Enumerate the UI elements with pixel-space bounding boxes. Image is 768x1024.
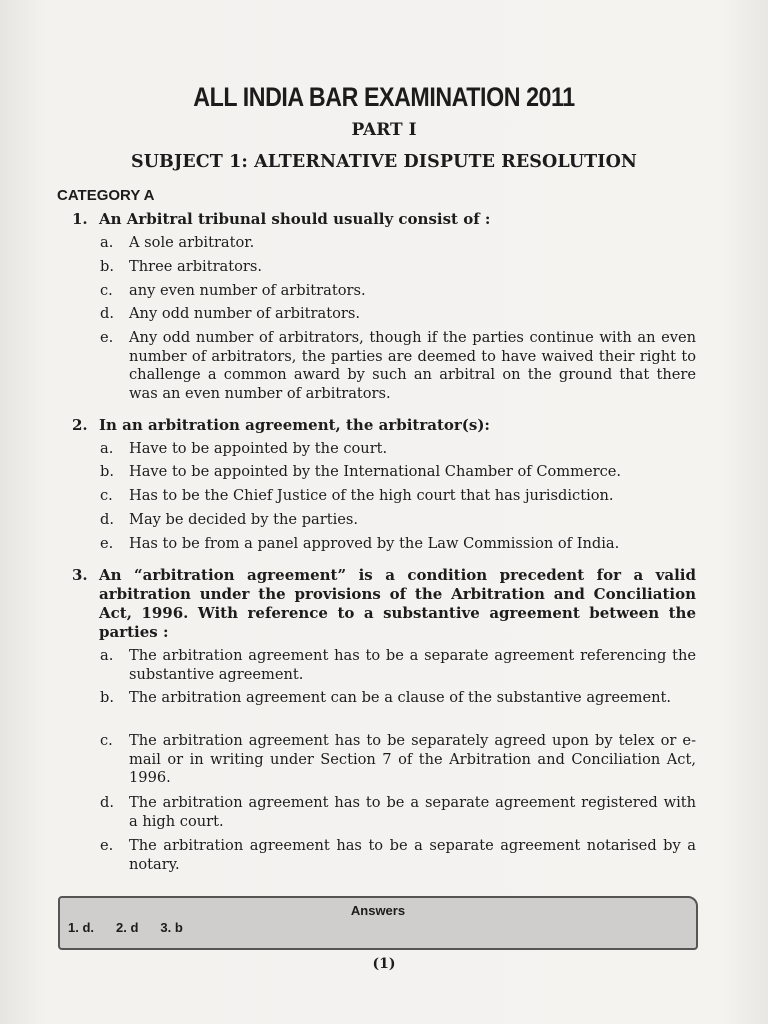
option-text: Three arbitrators. — [129, 258, 263, 275]
option-text: The arbitration agreement has to be a separate agreement notarised by a notary. — [129, 837, 696, 873]
option-text: Have to be appointed by the International Chamber of Commerce. — [129, 463, 622, 480]
option-letter: e. — [100, 837, 114, 854]
answer-item: 2. d — [116, 920, 139, 935]
option-2a — [100, 440, 696, 459]
option-text: The arbitration agreement has to be a separate agreement referencing the substantive agreement. — [129, 647, 696, 683]
answers-list — [68, 920, 183, 935]
question-3 — [72, 566, 696, 642]
option-letter: e. — [100, 535, 114, 552]
option-1c — [100, 282, 696, 301]
page-number: (1) — [372, 956, 396, 972]
part-heading: PART I — [351, 120, 417, 140]
option-text: any even number of arbitrators. — [129, 282, 366, 299]
option-letter: d. — [100, 794, 114, 811]
option-text: A sole arbitrator. — [129, 234, 255, 251]
option-text: Any odd number of arbitrators, though if the parties continue with an even number of arbitrators, the parties are deemed to have waived their right to challenge a common award by such an arbitral on the ground that there was an even number of arbitrators. — [129, 329, 696, 402]
option-2b — [100, 463, 696, 482]
option-1e — [100, 329, 696, 403]
option-3b — [100, 689, 696, 708]
option-1b — [100, 258, 696, 277]
question-text: An “arbitration agreement” is a condition precedent for a valid arbitration under the provisions of the Arbitration and Conciliation Act, 1996. With reference to a substantive agreement between the parties : — [99, 566, 696, 641]
question-text: An Arbitral tribunal should usually consist of : — [99, 210, 491, 228]
option-letter: c. — [100, 487, 113, 504]
category-heading: CATEGORY A — [57, 187, 155, 204]
option-text: The arbitration agreement has to be a separate agreement registered with a high court. — [129, 794, 696, 830]
option-letter: a. — [100, 647, 114, 664]
option-2c — [100, 487, 696, 506]
answers-heading: Answers — [350, 903, 406, 918]
option-text: Has to be from a panel approved by the Law Commission of India. — [129, 535, 620, 552]
question-text: In an arbitration agreement, the arbitrator(s): — [99, 416, 490, 434]
option-text: The arbitration agreement can be a clause of the substantive agreement. — [129, 689, 672, 706]
question-2 — [72, 416, 696, 435]
option-3d — [100, 794, 696, 831]
option-3a — [100, 647, 696, 684]
question-number: 1. — [72, 210, 88, 228]
option-text: May be decided by the parties. — [129, 511, 359, 528]
option-letter: a. — [100, 234, 114, 251]
option-letter: b. — [100, 689, 114, 706]
subject-heading: SUBJECT 1: ALTERNATIVE DISPUTE RESOLUTION — [130, 152, 638, 172]
option-letter: a. — [100, 440, 114, 457]
option-text: Has to be the Chief Justice of the high court that has jurisdiction. — [129, 487, 614, 504]
option-1a — [100, 234, 696, 253]
option-text: Have to be appointed by the court. — [129, 440, 388, 457]
option-3e — [100, 837, 696, 874]
question-number: 3. — [72, 566, 88, 584]
answer-item: 1. d. — [68, 920, 95, 935]
answer-item: 3. b — [160, 920, 183, 935]
option-text: The arbitration agreement has to be separately agreed upon by telex or e-mail or in writing under Section 7 of the Arbitration and Conciliation Act, 1996. — [129, 732, 696, 786]
option-2e — [100, 535, 696, 554]
option-letter: d. — [100, 511, 114, 528]
question-number: 2. — [72, 416, 88, 434]
option-letter: b. — [100, 258, 114, 275]
option-1d — [100, 305, 696, 324]
option-text: Any odd number of arbitrators. — [129, 305, 360, 322]
option-3c — [100, 732, 696, 788]
option-letter: c. — [100, 732, 113, 749]
option-letter: e. — [100, 329, 114, 346]
option-letter: d. — [100, 305, 114, 322]
answers-box — [58, 896, 698, 950]
option-2d — [100, 511, 696, 530]
option-letter: c. — [100, 282, 113, 299]
question-1 — [72, 210, 696, 229]
exam-title: ALL INDIA BAR EXAMINATION 2011 — [193, 82, 575, 112]
option-letter: b. — [100, 463, 114, 480]
